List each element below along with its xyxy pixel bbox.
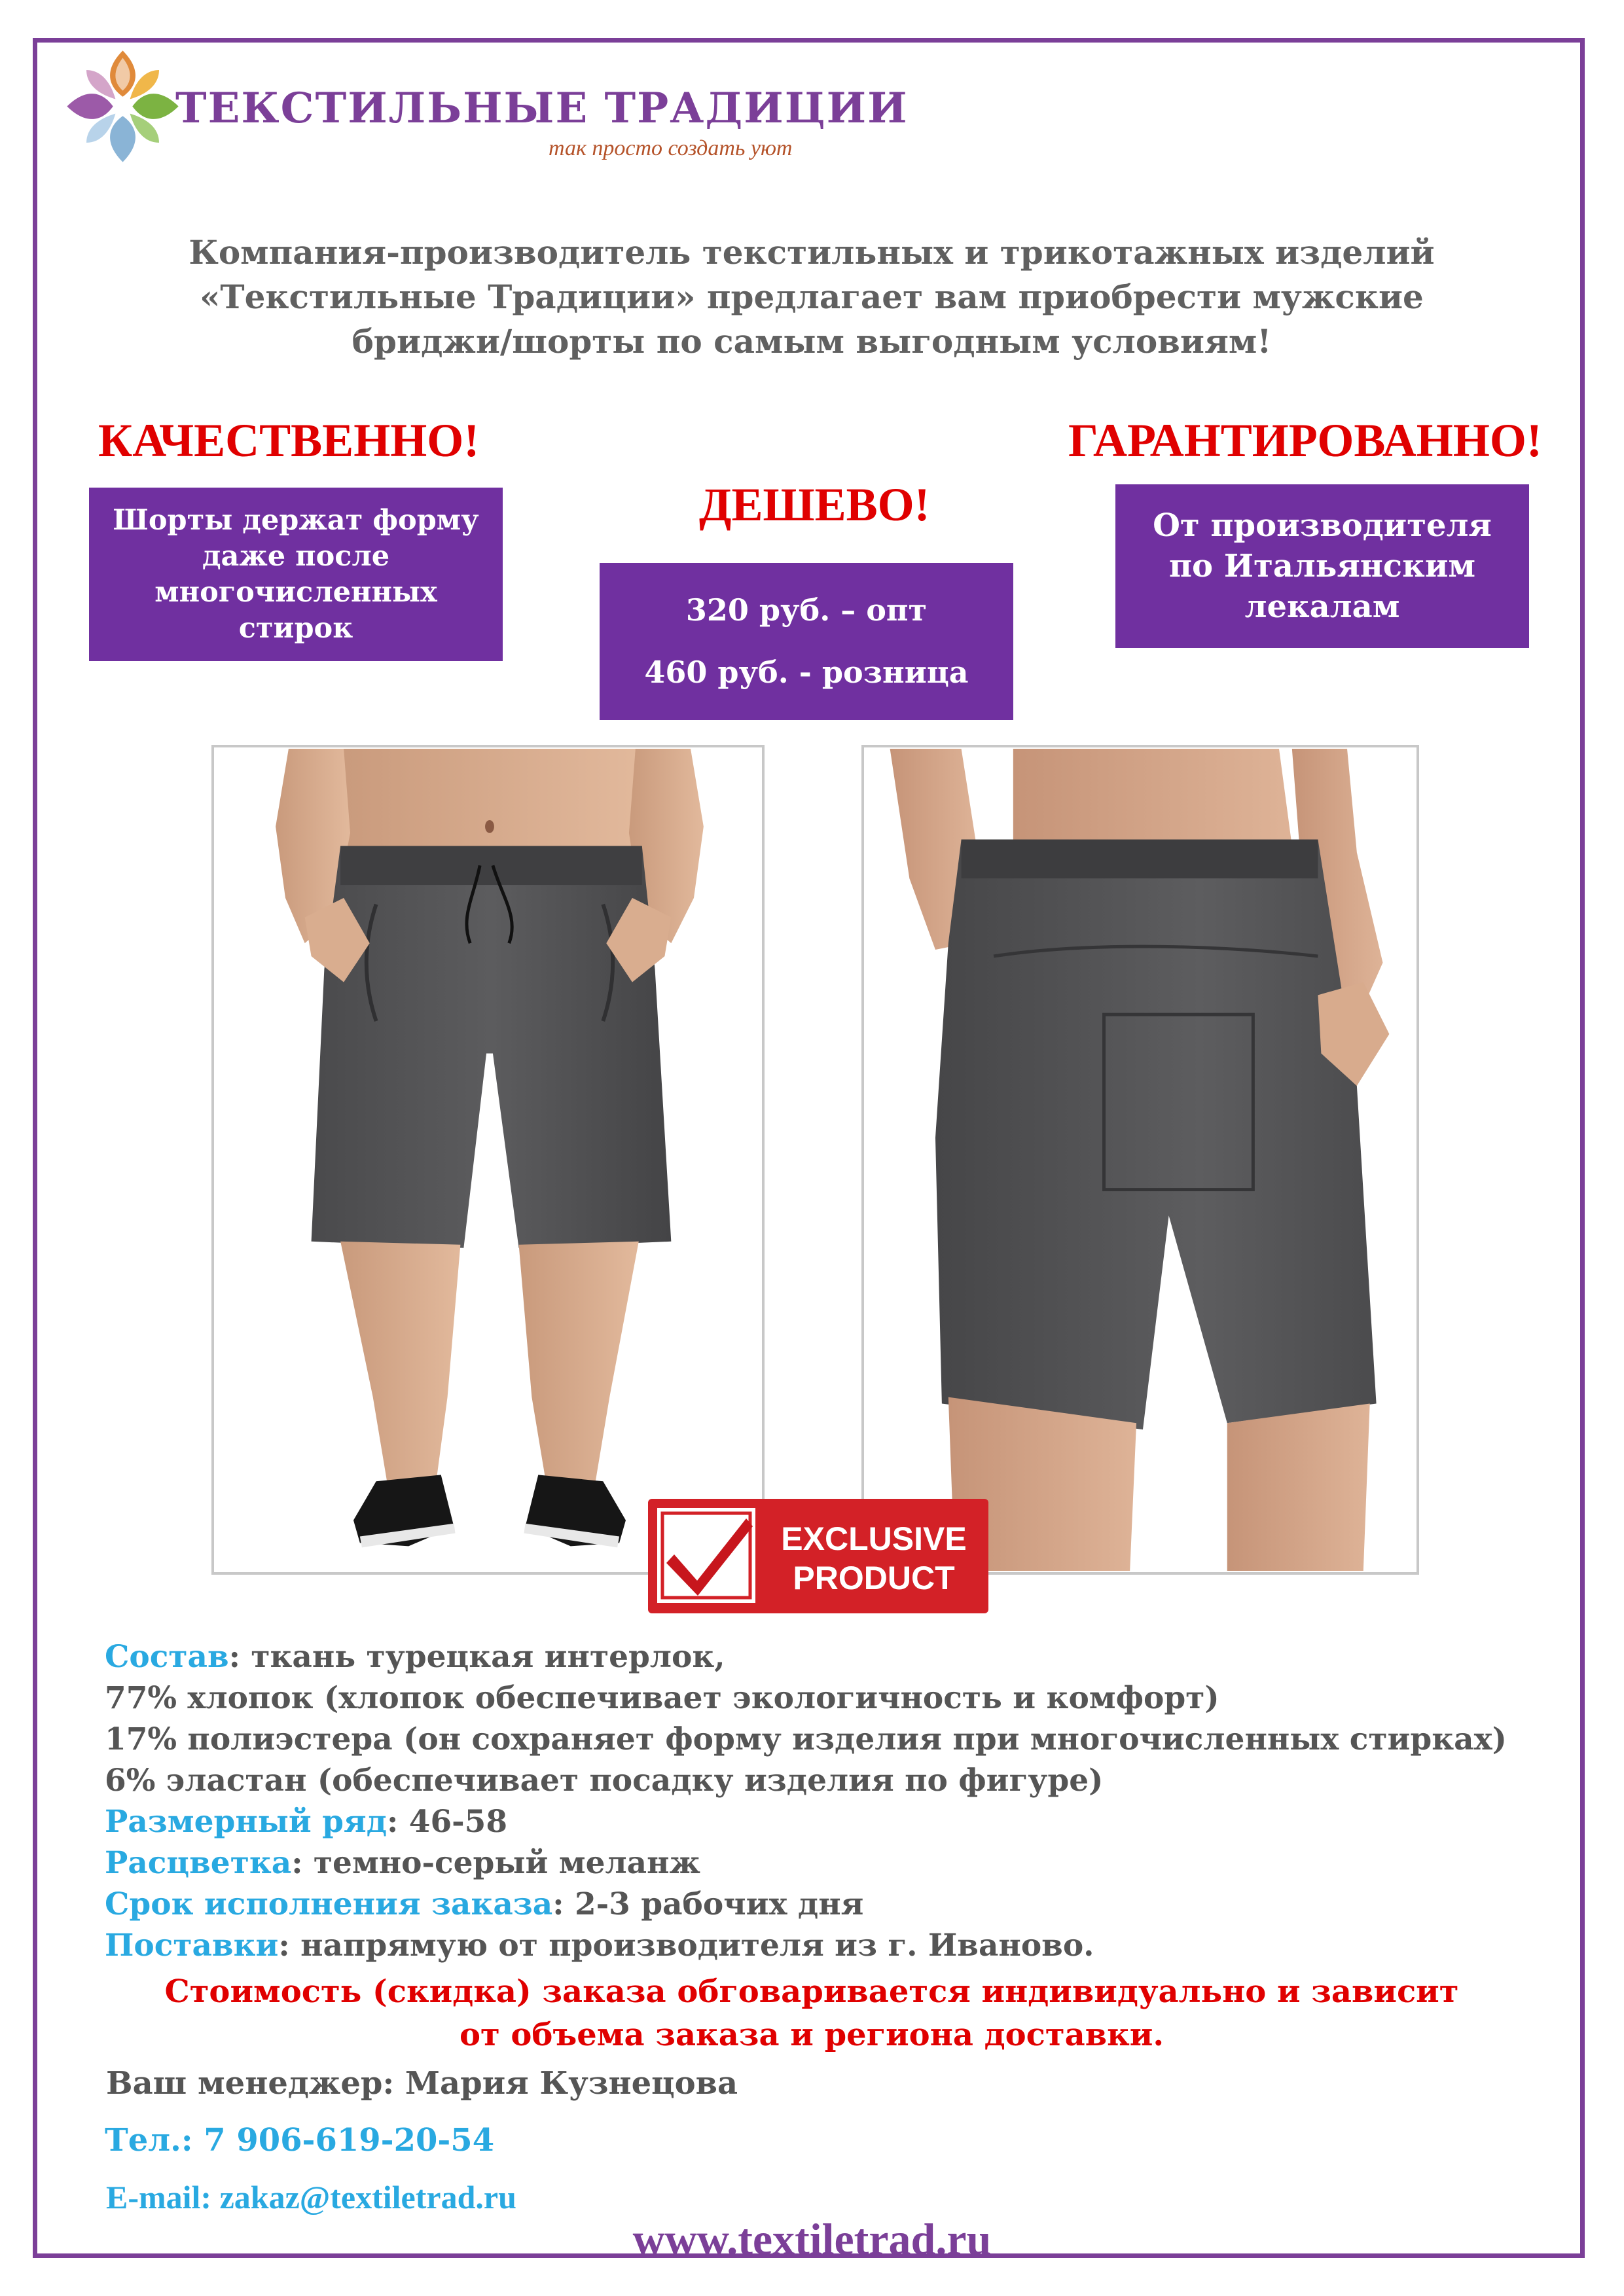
term-label: Срок исполнения заказа bbox=[105, 1886, 553, 1922]
shorts-back-photo bbox=[861, 745, 1419, 1575]
price-headline: ДЕШЕВО! bbox=[699, 478, 930, 531]
quality-line: стирок bbox=[238, 611, 353, 645]
price-box bbox=[600, 563, 1013, 720]
term-value: : 2-3 рабочих дня bbox=[552, 1886, 864, 1922]
shorts-front-illustration bbox=[214, 747, 762, 1572]
wholesale-price: 320 руб. – опт bbox=[685, 592, 928, 628]
delivery-row bbox=[105, 1925, 1507, 1966]
flower-logo-icon bbox=[62, 46, 183, 167]
polyester-row: 17% полиэстера (он сохраняет форму изделия при многочисленных стирках) bbox=[105, 1721, 1507, 1757]
delivery-value: : напрямую от производителя из г. Иваново. bbox=[278, 1928, 1094, 1964]
guarantee-line: От производителя bbox=[1153, 507, 1492, 544]
notice-line: Стоимость (скидка) заказа обговаривается индивидуально и зависит bbox=[164, 1973, 1459, 2010]
notice-line: от объема заказа и региона доставки. bbox=[459, 2017, 1164, 2053]
color-label: Расцветка bbox=[105, 1845, 292, 1881]
guarantee-line: лекалам bbox=[1244, 588, 1400, 625]
intro-text bbox=[131, 230, 1492, 364]
manager-name: Ваш менеджер: Мария Кузнецова bbox=[106, 2065, 738, 2102]
quality-headline: КАЧЕСТВЕННО! bbox=[98, 414, 480, 467]
quality-line: Шорты держат форму bbox=[113, 503, 479, 537]
intro-line: бриджи/шорты по самым выгодным условиям! bbox=[352, 322, 1272, 361]
quality-box bbox=[89, 488, 503, 661]
size-value: : 46-58 bbox=[387, 1804, 508, 1840]
intro-line: «Текстильные Традиции» предлагает вам приобрести мужские bbox=[200, 278, 1424, 316]
composition-label: Состав bbox=[105, 1639, 229, 1675]
brand-name: ТЕКСТИЛЬНЫЕ ТРАДИЦИИ bbox=[175, 84, 909, 133]
website-link[interactable]: www.textiletrad.ru bbox=[632, 2214, 992, 2264]
size-label: Размерный ряд bbox=[105, 1804, 388, 1840]
shorts-front-photo bbox=[211, 745, 765, 1575]
guarantee-headline: ГАРАНТИРОВАННО! bbox=[1068, 414, 1542, 467]
shorts-back-illustration bbox=[864, 747, 1416, 1572]
term-row bbox=[105, 1884, 1507, 1925]
quality-line: многочисленных bbox=[154, 575, 437, 609]
badge-line-2: PRODUCT bbox=[793, 1560, 955, 1596]
brand-slogan: так просто создать уют bbox=[549, 136, 793, 160]
color-row bbox=[105, 1842, 1507, 1884]
email-link[interactable]: E-mail: zakaz@textiletrad.ru bbox=[106, 2179, 516, 2215]
price-notice bbox=[131, 1970, 1492, 2056]
quality-line: даже после bbox=[202, 539, 390, 573]
intro-line: Компания-производитель текстильных и трикотажных изделий bbox=[189, 233, 1435, 272]
exclusive-product-badge bbox=[648, 1499, 988, 1613]
retail-price: 460 руб. - розница bbox=[644, 655, 969, 690]
delivery-label: Поставки bbox=[105, 1928, 279, 1964]
badge-line-1: EXCLUSIVE bbox=[781, 1520, 967, 1557]
guarantee-box bbox=[1115, 484, 1529, 648]
composition-row bbox=[105, 1636, 1507, 1677]
cotton-row: 77% хлопок (хлопок обеспечивает экологичность и комфорт) bbox=[105, 1680, 1219, 1716]
product-details bbox=[105, 1636, 1507, 1966]
composition-value: : ткань турецкая интерлок, bbox=[228, 1639, 725, 1675]
phone-link[interactable]: Тел.: 7 906-619-20-54 bbox=[105, 2122, 495, 2159]
color-value: : темно-серый меланж bbox=[291, 1845, 700, 1881]
guarantee-line: по Итальянским bbox=[1168, 548, 1476, 584]
size-row bbox=[105, 1801, 1507, 1842]
elastane-row: 6% эластан (обеспечивает посадку изделия по фигуре) bbox=[105, 1763, 1104, 1799]
